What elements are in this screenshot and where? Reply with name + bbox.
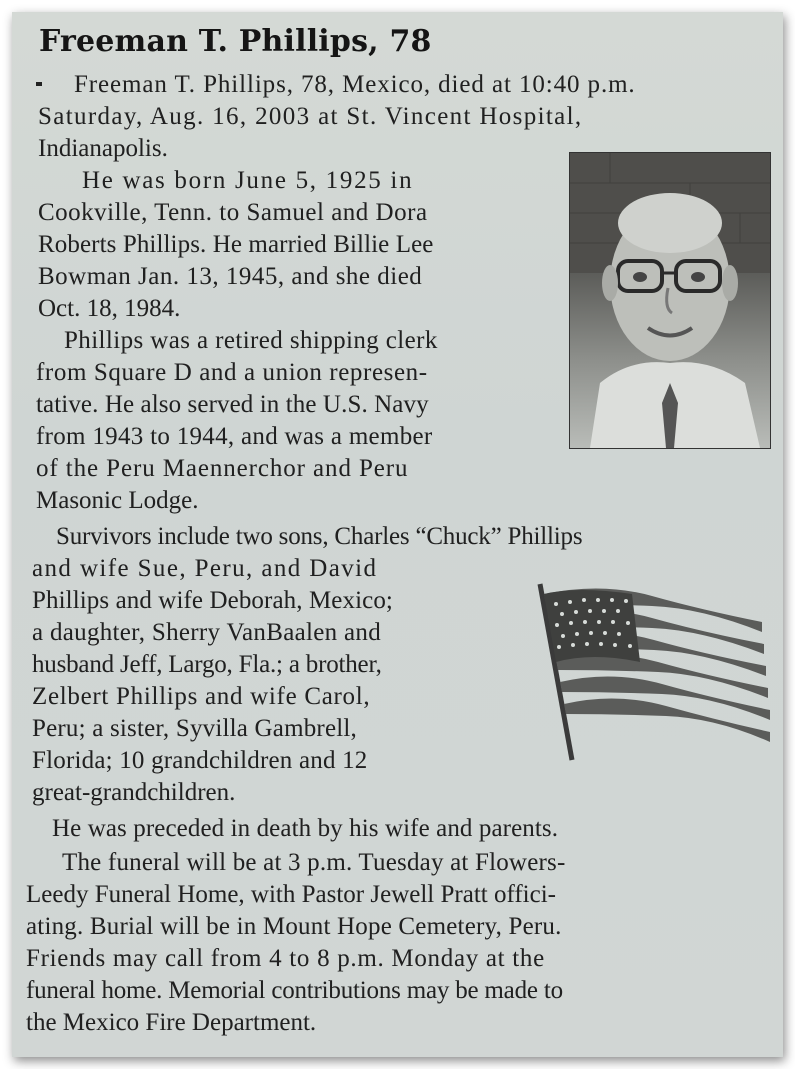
text-line: He was born June 5, 1925 in [82, 167, 414, 194]
text-line: great-grandchildren. [32, 779, 236, 806]
text-line: Phillips was a retired shipping clerk [64, 327, 438, 354]
text-line: Zelbert Phillips and wife Carol, [32, 683, 371, 710]
text-line: from 1943 to 1944, and was a member [36, 423, 433, 450]
text-line: Phillips and wife Deborah, Mexico; [32, 587, 393, 614]
text-line: Saturday, Aug. 16, 2003 at St. Vincent Hospital, [38, 103, 583, 130]
text-line: Bowman Jan. 13, 1945, and she died [38, 263, 423, 290]
text-line: Survivors include two sons, Charles “Chuck” Phillips [56, 523, 583, 550]
text-line: husband Jeff, Largo, Fla.; a brother, [32, 651, 382, 678]
text-line: Friends may call from 4 to 8 p.m. Monday at the [26, 945, 545, 972]
text-line: Masonic Lodge. [36, 487, 199, 514]
text-line: Roberts Phillips. He married Billie Lee [38, 231, 434, 258]
bullet-mark [36, 82, 42, 86]
text-line: Freeman T. Phillips, 78, Mexico, died at 10:40 p.m. [74, 71, 636, 98]
flag-icon [532, 582, 772, 762]
text-line: of the Peru Maennerchor and Peru [36, 455, 409, 482]
text-line: The funeral will be at 3 p.m. Tuesday at Flowers- [62, 849, 566, 876]
text-line: the Mexico Fire Department. [26, 1009, 317, 1036]
text-line: and wife Sue, Peru, and David [32, 555, 378, 582]
text-line: Indianapolis. [38, 135, 168, 162]
obituary-clipping [12, 12, 783, 1057]
american-flag-illustration [532, 582, 772, 762]
text-line: ating. Burial will be in Mount Hope Cemetery, Peru. [26, 913, 562, 940]
text-line: Leedy Funeral Home, with Pastor Jewell Pratt offici- [26, 881, 556, 908]
text-line: Florida; 10 grandchildren and 12 [32, 747, 368, 774]
portrait-photo [569, 152, 771, 449]
text-line: Oct. 18, 1984. [38, 295, 181, 322]
text-line: a daughter, Sherry VanBaalen and [32, 619, 381, 646]
text-line: from Square D and a union represen- [36, 359, 428, 386]
headline: Freeman T. Phillips, 78 [39, 24, 432, 59]
text-line: Peru; a sister, Syvilla Gambrell, [32, 715, 357, 742]
text-line: funeral home. Memorial contributions may be made to [26, 977, 563, 1004]
portrait-illustration [570, 153, 770, 448]
text-line: Cookville, Tenn. to Samuel and Dora [38, 199, 428, 226]
text-line: He was preceded in death by his wife and parents. [52, 815, 559, 842]
text-line: tative. He also served in the U.S. Navy [36, 391, 429, 418]
